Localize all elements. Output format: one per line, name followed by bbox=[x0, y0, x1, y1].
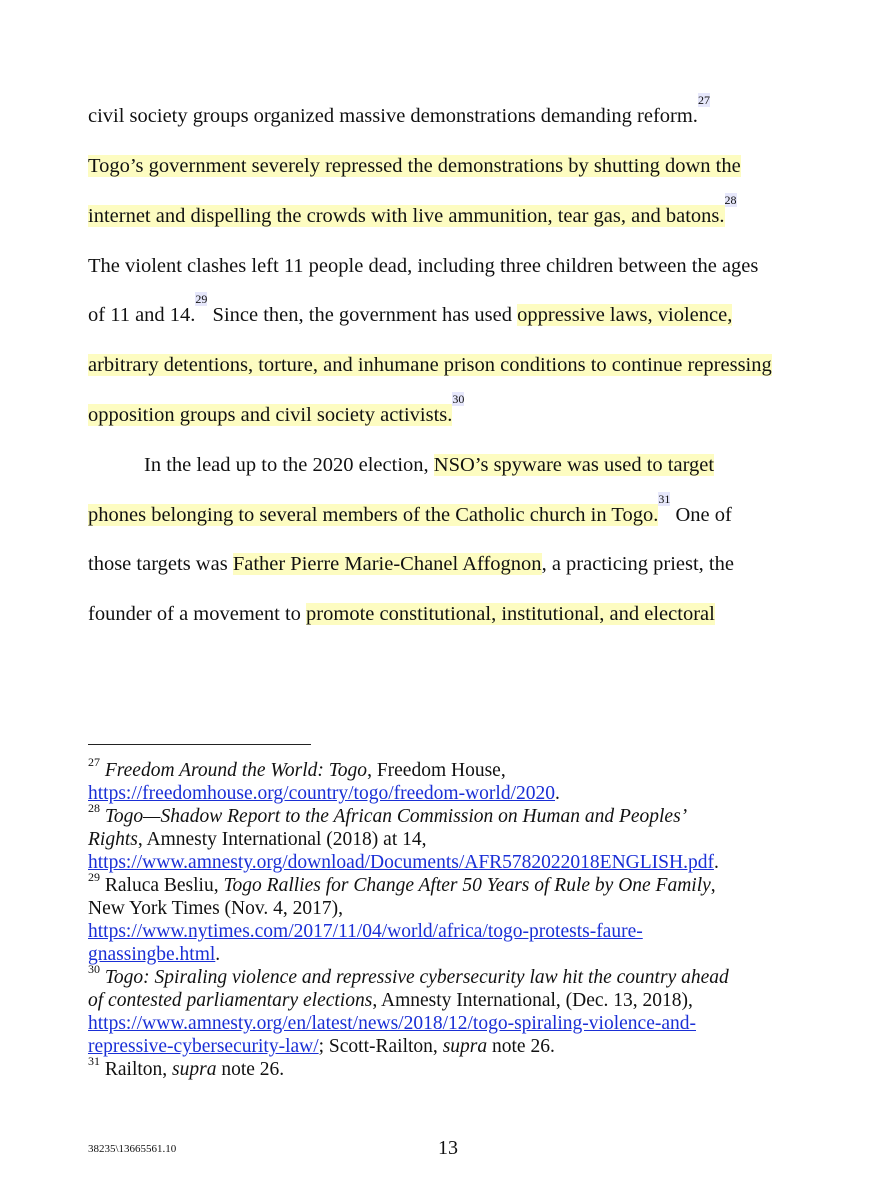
footnote-ref-31[interactable]: 31 bbox=[658, 492, 671, 506]
highlight: Father Pierre Marie-Chanel Affognon bbox=[232, 553, 542, 575]
footnote-30-line-3 bbox=[88, 1012, 696, 1035]
footnote-28-line-3: https://www.amnesty.org/download/Documents/AFR5782022018ENGLISH.pdf. bbox=[88, 852, 719, 873]
highlight: promote constitutional, institutional, and electoral bbox=[306, 603, 715, 625]
highlight: arbitrary detentions, torture, and inhumane prison conditions to continue repressing bbox=[88, 354, 772, 376]
footnote-ref-30[interactable]: 30 bbox=[452, 392, 465, 406]
body-line-10: those targets was Father Pierre Marie-Chanel Affognon, a practicing priest, the bbox=[88, 553, 734, 575]
body-line-7 bbox=[88, 392, 465, 432]
footnote-separator bbox=[88, 744, 311, 745]
footnote-29-line-4: gnassingbe.html. bbox=[88, 944, 221, 965]
footnote-28-line-2: Rights, Amnesty International (2018) at 14, bbox=[88, 829, 427, 850]
footnote-30-line-2: of contested parliamentary elections, Amnesty International, (Dec. 13, 2018), bbox=[88, 990, 693, 1011]
footnote-link[interactable]: https://www.nytimes.com/2017/11/04/world/africa/togo-protests-faure- bbox=[88, 921, 643, 942]
footnote-link[interactable]: https://www.amnesty.org/download/Documents/AFR5782022018ENGLISH.pdf bbox=[88, 852, 714, 873]
footnote-29-line-2: New York Times (Nov. 4, 2017), bbox=[88, 898, 343, 919]
footnote-link[interactable]: gnassingbe.html bbox=[88, 944, 216, 965]
body-line-2 bbox=[88, 149, 741, 183]
body-line-6 bbox=[88, 348, 772, 382]
body-line-9: phones belonging to several members of the Catholic church in Togo.$^{31}$ One of bbox=[88, 492, 732, 526]
footnote-ref-28[interactable]: 28 bbox=[724, 193, 737, 207]
highlight: Togo’s government severely repressed the demonstrations by shutting down the bbox=[88, 155, 741, 177]
body-line-4: The violent clashes left 11 people dead, including three children between the ages bbox=[88, 255, 759, 277]
footnote-29: $^{29}$ Raluca Besliu, Togo Rallies for Change After 50 Years of Rule by One Family, bbox=[88, 870, 716, 896]
highlight: oppressive laws, violence, bbox=[517, 304, 733, 326]
footnote-ref-29[interactable]: 29 bbox=[195, 292, 208, 306]
footnote-27-line-2: https://freedomhouse.org/country/togo/freedom-world/2020. bbox=[88, 783, 560, 804]
body-line-8: In the lead up to the 2020 election, NSO’s spyware was used to target bbox=[144, 454, 715, 476]
footnote-28: $^{28}$ Togo—Shadow Report to the African Commission on Human and Peoples’ bbox=[88, 801, 688, 827]
highlight: phones belonging to several members of the Catholic church in Togo. bbox=[88, 504, 659, 526]
document-id: 38235\13665561.10 bbox=[88, 1143, 177, 1155]
footnote-link[interactable]: https://freedomhouse.org/country/togo/freedom-world/2020 bbox=[88, 783, 556, 804]
page-number: 13 bbox=[438, 1137, 458, 1159]
body-line-11: founder of a movement to promote constitutional, institutional, and electoral bbox=[88, 603, 715, 625]
body-line-5: of 11 and 14.29 Since then, the government has used oppressive laws, violence, bbox=[88, 292, 733, 326]
body-line-1: civil society groups organized massive demonstrations demanding reform.$^{27}$ bbox=[88, 93, 710, 127]
footnote-27: $^{27}$ Freedom Around the World: Togo, Freedom House, bbox=[88, 755, 506, 781]
body-line-3 bbox=[88, 193, 737, 233]
highlight: opposition groups and civil society activists. bbox=[88, 404, 453, 426]
footnote-30: $^{30}$ Togo: Spiraling violence and repressive cybersecurity law hit the country ahead bbox=[88, 962, 729, 988]
highlight: internet and dispelling the crowds with live ammunition, tear gas, and batons. bbox=[88, 205, 725, 227]
footnote-link[interactable]: https://www.amnesty.org/en/latest/news/2018/12/togo-spiraling-violence-and- bbox=[88, 1013, 696, 1034]
footnote-31: $^{31}$ Railton, supra note 26. bbox=[88, 1054, 285, 1080]
highlight: NSO’s spyware was used to target bbox=[433, 454, 715, 476]
footnote-ref-27[interactable]: 27 bbox=[697, 93, 710, 107]
footnote-link[interactable]: repressive-cybersecurity-law/ bbox=[88, 1036, 319, 1057]
footnote-29-line-3 bbox=[88, 920, 643, 943]
footnote-30-line-4: repressive-cybersecurity-law/; Scott-Railton, supra note 26. bbox=[88, 1036, 555, 1057]
